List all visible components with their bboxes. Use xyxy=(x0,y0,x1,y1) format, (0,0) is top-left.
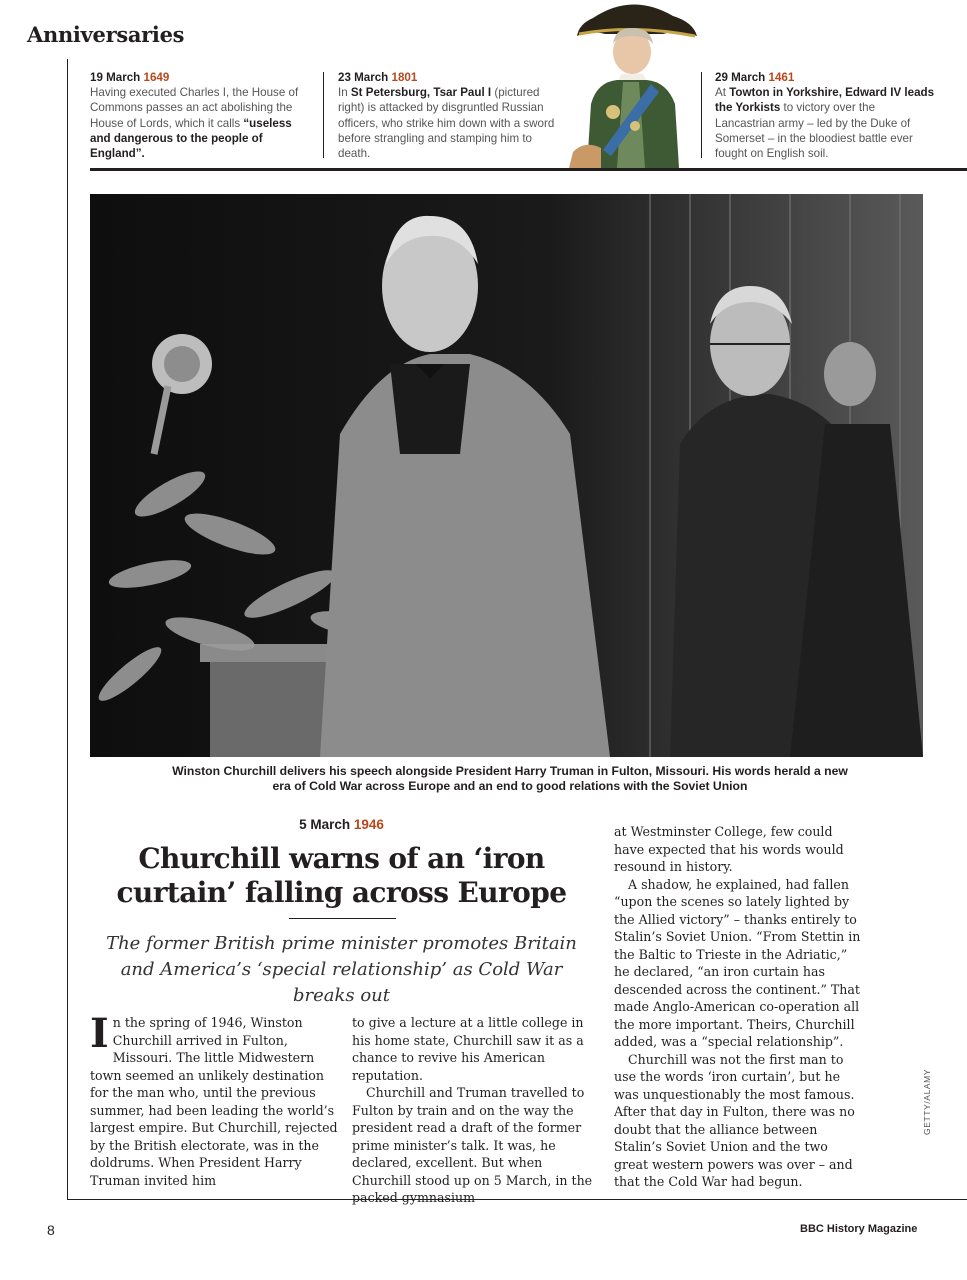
column-divider xyxy=(323,72,324,158)
standfirst: The former British prime minister promotes Britain and America’s ‘special relationship’ as Cold War breaks out xyxy=(106,933,577,1006)
column-divider xyxy=(701,72,702,158)
photo-credit: GETTY/ALAMY xyxy=(922,1068,932,1135)
anniversary-item xyxy=(90,70,312,161)
anniversary-text: At xyxy=(715,86,730,100)
feature-date-day: 5 March xyxy=(299,817,351,832)
top-rule xyxy=(90,168,967,171)
anniversary-year: 1649 xyxy=(143,71,170,84)
article-column-3 xyxy=(614,823,862,1191)
anniversary-item xyxy=(715,70,935,161)
frame-left-rule xyxy=(67,59,68,1200)
feature-date xyxy=(90,817,593,832)
anniversary-text: to victory over the Lancastrian army – led by the Duke of Somerset – in the bloodiest battle ever fought on English soil. xyxy=(715,101,913,161)
headline: Churchill warns of an ‘iron curtain’ falling across Europe xyxy=(116,842,567,909)
headline-rule xyxy=(289,918,396,919)
churchill-truman-photo xyxy=(90,194,923,757)
anniversary-year: 1461 xyxy=(768,71,795,84)
section-title: Anniversaries xyxy=(27,22,185,47)
anniversary-text: (pictured right) is attacked by disgruntled Russian officers, who strike him down with a sword before strangling and stamping him to death. xyxy=(338,86,555,161)
article-column-2 xyxy=(352,1014,600,1207)
article-paragraph: A shadow, he explained, had fallen “upon the scenes so lately lighted by the Allied victory” – thanks entirely to Stalin’s Soviet Union. “From Stettin in the Baltic to Trieste in the Adriatic,” he declared, “an iron curtain has descended across the continent.” That made Anglo-American co-operation all the more important. Theirs, Churchill added, was a “special relationship”. xyxy=(614,876,861,1049)
drop-cap: I xyxy=(90,1010,109,1057)
article-column-1 xyxy=(90,1010,338,1189)
anniversary-item xyxy=(338,70,566,161)
anniversary-text-bold: St Petersburg, Tsar Paul I xyxy=(350,86,492,100)
feature-date-year: 1946 xyxy=(353,817,384,832)
anniversary-text: In xyxy=(338,86,351,100)
anniversary-text-bold: “useless and dangerous to the people of England”. xyxy=(90,116,292,161)
photo-caption: Winston Churchill delivers his speech alongside President Harry Truman in Fulton, Missouri. His words herald a new era of Cold War across Europe and an end to good relations with the Soviet Union xyxy=(172,764,848,793)
page-number: 8 xyxy=(47,1222,55,1238)
anniversary-date: 23 March xyxy=(338,71,389,84)
magazine-name: BBC History Magazine xyxy=(800,1223,918,1235)
anniversary-text: Having executed Charles I, the House of Commons passes an act abolishing the House of Lords, which it calls xyxy=(90,86,299,130)
anniversary-year: 1801 xyxy=(391,71,418,84)
article-paragraph: Churchill and Truman travelled to Fulton by train and on the way the president read a draft of the former prime minister’s talk. It was, he declared, excellent. But when Churchill stood up on 5 March, in the packed gymnasium xyxy=(352,1085,593,1205)
tsar-paul-portrait xyxy=(565,0,700,168)
article-paragraph: to give a lecture at a little college in his home state, Churchill saw it as a chance to revive his American reputation. xyxy=(352,1015,584,1083)
article-paragraph: Churchill was not the first man to use the words ‘iron curtain’, but he was unquestionably the most famous. After that day in Fulton, there was no doubt that the alliance between Stalin’s Soviet Union and the two great western powers was over – and that the Cold War had begun. xyxy=(614,1051,855,1189)
article-paragraph: n the spring of 1946, Winston Churchill arrived in Fulton, Missouri. The little Midwestern town seemed an unlikely destination for the man who, until the previous summer, had been leading the world’s largest empire. But Churchill, rejected by the British electorate, was in the doldrums. When President Harry Truman invited him xyxy=(90,1015,338,1188)
anniversary-date: 19 March xyxy=(90,71,141,84)
article-paragraph: at Westminster College, few could have expected that his words would resound in history. xyxy=(614,824,844,874)
anniversary-date: 29 March xyxy=(715,71,766,84)
anniversary-text-bold: Towton in Yorkshire, Edward IV leads the Yorkists xyxy=(715,86,935,115)
